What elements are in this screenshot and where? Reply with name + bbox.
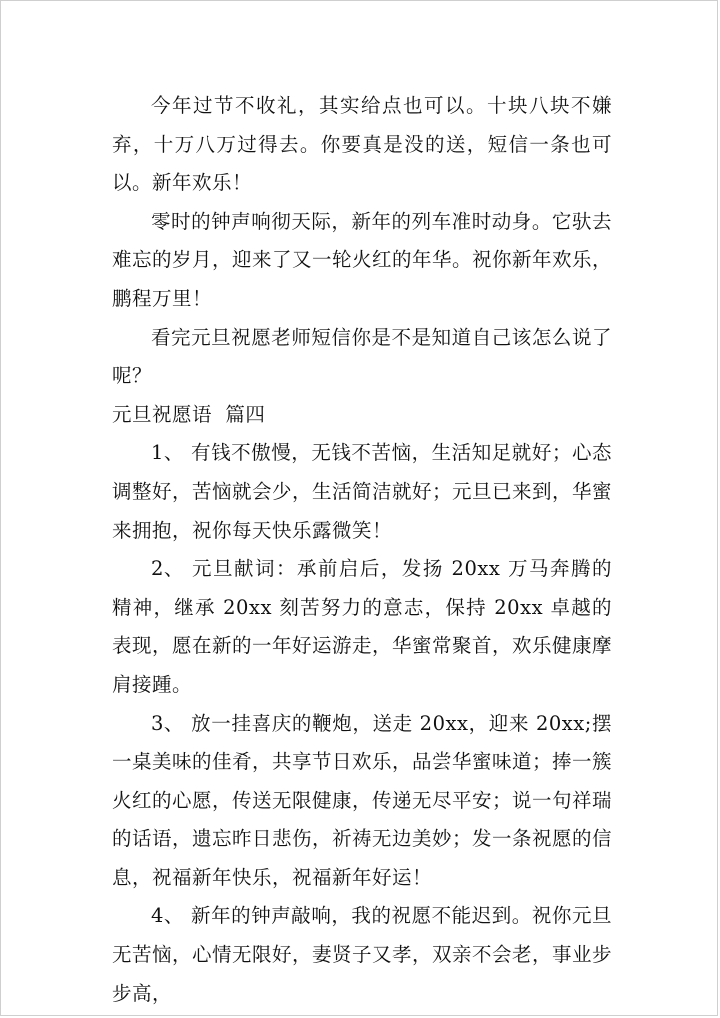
paragraph-1: 今年过节不收礼，其实给点也可以。十块八块不嫌弃，十万八万过得去。你要真是没的送，短信一条也可以。新年欢乐！: [112, 94, 612, 195]
paragraph-2: 零时的钟声响彻天际，新年的列车准时动身。它驮去难忘的岁月，迎来了又一轮火红的年华。祝你新年欢乐，鹏程万里！: [112, 209, 613, 310]
list-item-text: 有钱不傲慢，无钱不苦恼，生活知足就好；心态调整好，苦恼就会少，生活简洁就好；元旦已来到，华蜜来拥抱，祝你每天快乐露微笑！: [112, 441, 613, 542]
list-item-2: [112, 550, 612, 704]
list-item-text: 元旦献词：承前启后，发扬 20xx 万马奔腾的精神，继承 20xx 刻苦努力的意志，保持 20xx 卓越的表现，愿在新的一年好运游走，华蜜常聚首，欢乐健康摩肩接踵。: [112, 557, 613, 696]
list-item-number: 2、: [151, 557, 184, 581]
paragraph-3: 看完元旦祝愿老师短信你是不是知道自己该怎么说了呢？: [112, 325, 612, 388]
list-item-text: 放一挂喜庆的鞭炮，送走 20xx，迎来 20xx;摆一桌美味的佳肴，共享节日欢乐，品尝华蜜味道；捧一簇火红的心愿，传送无限健康，传递无尽平安；说一句祥瑞的话语，遗忘昨日悲伤，祈祷无边美妙；发一条祝愿的信息，祝福新年快乐，祝福新年好运！: [112, 711, 613, 889]
list-item-number: 4、: [151, 904, 184, 928]
list-item-number: 3、: [151, 711, 184, 735]
section-title: 元旦祝愿语 篇四: [112, 402, 266, 426]
list-item-text: 新年的钟声敲响，我的祝愿不能迟到。祝你元旦无苦恼，心情无限好，妻贤子又孝，双亲不会老，事业步步高，: [112, 904, 613, 1005]
list-item-number: 1、: [151, 441, 184, 465]
document-body: [112, 87, 612, 1013]
list-item-1: [112, 434, 612, 550]
list-item-3: [112, 705, 612, 898]
list-item-4: [112, 897, 612, 1013]
